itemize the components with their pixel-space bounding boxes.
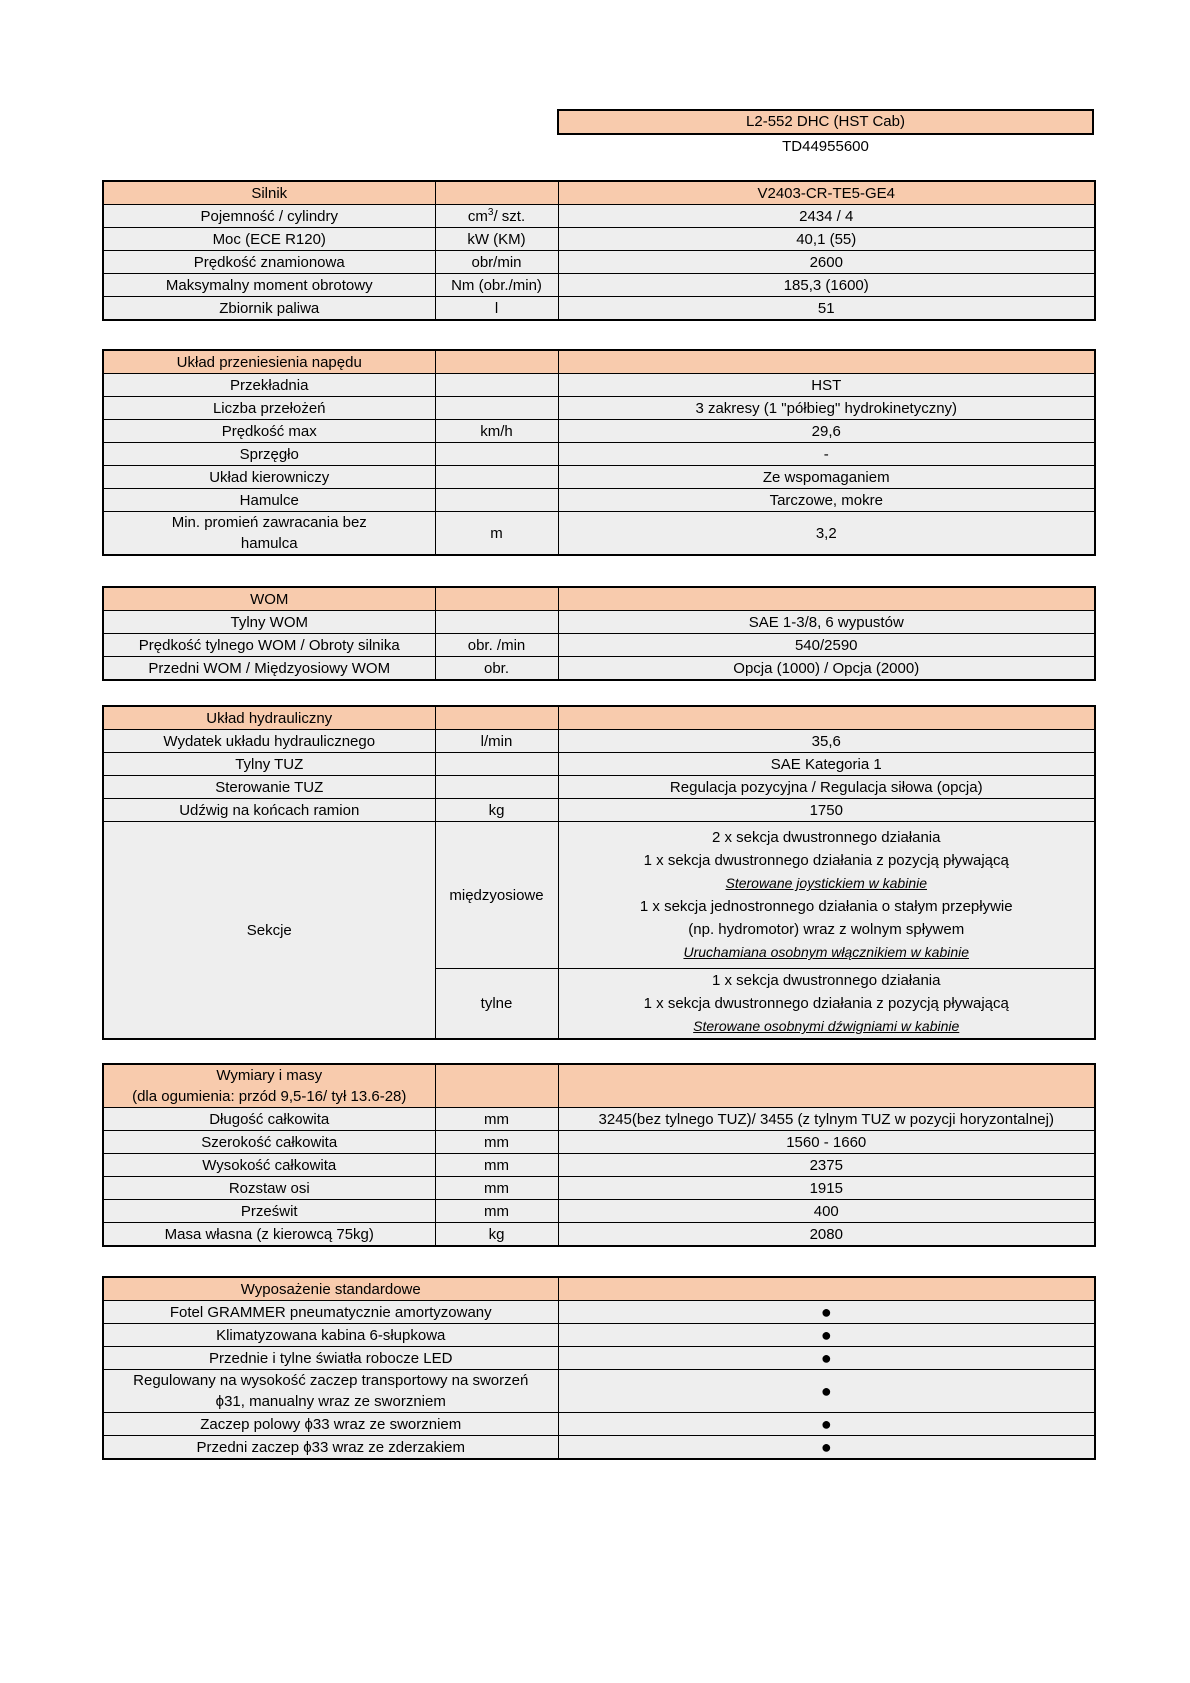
row-unit: obr/min [435, 251, 558, 274]
row-value: Ze wspomaganiem [558, 466, 1095, 489]
table-row [103, 822, 1095, 969]
table-row [103, 611, 1095, 634]
table-header-row [103, 587, 1095, 611]
row-value: HST [558, 374, 1095, 397]
row-label: Rozstaw osi [103, 1177, 435, 1200]
row-label: Hamulce [103, 489, 435, 512]
table-row [103, 274, 1095, 297]
row-unit [435, 374, 558, 397]
row-unit: mm [435, 1200, 558, 1223]
row-label: Udźwig na końcach ramion [103, 799, 435, 822]
bullet-icon: ● [558, 1413, 1095, 1436]
row-unit [435, 489, 558, 512]
equipment-table [102, 1276, 1096, 1460]
row-unit: Nm (obr./min) [435, 274, 558, 297]
row-unit: l [435, 297, 558, 321]
engine-table [102, 180, 1096, 321]
bullet-icon: ● [558, 1301, 1095, 1324]
table-row [103, 228, 1095, 251]
sections-mid-value: 2 x sekcja dwustronnego działania 1 x sekcja dwustronnego działania z pozycją pływającą Sterowane joystickiem w kabinie 1 x sekcja jednostronnego działania o stałym przepływie (np. hydromotor) wraz z wolnym spływem Uruchamiana osobnym włącznikiem w kabinie [558, 822, 1095, 969]
pto-table [102, 586, 1096, 681]
table-row [103, 489, 1095, 512]
row-value: 1560 - 1660 [558, 1131, 1095, 1154]
table-header-row [103, 706, 1095, 730]
section-title: Wyposażenie standardowe [103, 1277, 558, 1301]
row-label: Min. promień zawracania bez hamulca [103, 512, 435, 556]
row-label: Prędkość znamionowa [103, 251, 435, 274]
table-header-row [103, 1064, 1095, 1108]
table-row [103, 1154, 1095, 1177]
table-row [103, 1347, 1095, 1370]
table-row [103, 512, 1095, 556]
table-row [103, 1223, 1095, 1247]
table-row [103, 1108, 1095, 1131]
row-unit: mm [435, 1154, 558, 1177]
row-label: Sprzęgło [103, 443, 435, 466]
row-value: Regulacja pozycyjna / Regulacja siłowa (opcja) [558, 776, 1095, 799]
sections-label: Sekcje [103, 822, 435, 1040]
sections-rear-value: 1 x sekcja dwustronnego działania 1 x sekcja dwustronnego działania z pozycją pływającą Sterowane osobnymi dźwigniami w kabinie [558, 969, 1095, 1040]
table-row [103, 205, 1095, 228]
row-value: 185,3 (1600) [558, 274, 1095, 297]
section-title: Układ hydrauliczny [103, 706, 435, 730]
table-row [103, 1436, 1095, 1460]
table-header-row [103, 350, 1095, 374]
row-label: Pojemność / cylindry [103, 205, 435, 228]
row-label: Zaczep polowy ϕ33 wraz ze sworzniem [103, 1413, 558, 1436]
row-label: Liczba przełożeń [103, 397, 435, 420]
row-unit: mm [435, 1177, 558, 1200]
row-value: Tarczowe, mokre [558, 489, 1095, 512]
row-value: 3 zakresy (1 "półbieg" hydrokinetyczny) [558, 397, 1095, 420]
row-value: 1915 [558, 1177, 1095, 1200]
hydraulics-table [102, 705, 1096, 1040]
bullet-icon: ● [558, 1347, 1095, 1370]
table-row [103, 397, 1095, 420]
table-row [103, 1413, 1095, 1436]
row-unit [435, 397, 558, 420]
row-label: Sterowanie TUZ [103, 776, 435, 799]
row-label: Przekładnia [103, 374, 435, 397]
row-unit: $cm^3/$ szt. [435, 205, 558, 228]
row-label: Przedni WOM / Międzyosiowy WOM [103, 657, 435, 681]
table-row [103, 466, 1095, 489]
table-row [103, 1301, 1095, 1324]
bullet-icon: ● [558, 1436, 1095, 1460]
row-value: 29,6 [558, 420, 1095, 443]
engine-model: V2403-CR-TE5-GE4 [558, 181, 1095, 205]
row-value: SAE Kategoria 1 [558, 753, 1095, 776]
row-unit [435, 611, 558, 634]
row-label: Prędkość max [103, 420, 435, 443]
sections-rear-label: tylne [435, 969, 558, 1040]
table-header-row [103, 1277, 1095, 1301]
table-row [103, 634, 1095, 657]
table-row [103, 776, 1095, 799]
model-name: L2-552 DHC (HST Cab) [557, 109, 1094, 135]
row-unit: mm [435, 1131, 558, 1154]
row-value: 2080 [558, 1223, 1095, 1247]
row-value: - [558, 443, 1095, 466]
section-title: WOM [103, 587, 435, 611]
table-row [103, 297, 1095, 321]
row-unit: mm [435, 1108, 558, 1131]
row-unit: l/min [435, 730, 558, 753]
row-value: 2375 [558, 1154, 1095, 1177]
row-label: Wysokość całkowita [103, 1154, 435, 1177]
table-row [103, 1177, 1095, 1200]
model-code: TD44955600 [782, 138, 869, 155]
row-value: 540/2590 [558, 634, 1095, 657]
row-label: Tylny WOM [103, 611, 435, 634]
bullet-icon: ● [558, 1370, 1095, 1413]
row-label: Przedni zaczep ϕ33 wraz ze zderzakiem [103, 1436, 558, 1460]
section-title: Wymiary i masy (dla ogumienia: przód 9,5-16/ tył 13.6-28) [103, 1064, 435, 1108]
row-label: Wydatek układu hydraulicznego [103, 730, 435, 753]
table-row [103, 443, 1095, 466]
row-label: Prędkość tylnego WOM / Obroty silnika [103, 634, 435, 657]
row-value: 2434 / 4 [558, 205, 1095, 228]
section-title: Silnik [103, 181, 435, 205]
row-value: 3,2 [558, 512, 1095, 556]
row-value: SAE 1-3/8, 6 wypustów [558, 611, 1095, 634]
row-unit [435, 776, 558, 799]
row-label: Klimatyzowana kabina 6-słupkowa [103, 1324, 558, 1347]
row-unit [435, 466, 558, 489]
row-label: Tylny TUZ [103, 753, 435, 776]
row-label: Maksymalny moment obrotowy [103, 274, 435, 297]
row-label: Układ kierowniczy [103, 466, 435, 489]
section-title: Układ przeniesienia napędu [103, 350, 435, 374]
row-unit [435, 753, 558, 776]
row-label: Masa własna (z kierowcą 75kg) [103, 1223, 435, 1247]
row-label: Prześwit [103, 1200, 435, 1223]
row-unit: obr. /min [435, 634, 558, 657]
row-label: Przednie i tylne światła robocze LED [103, 1347, 558, 1370]
row-value: 3245(bez tylnego TUZ)/ 3455 (z tylnym TUZ w pozycji horyzontalnej) [558, 1108, 1095, 1131]
row-value: Opcja (1000) / Opcja (2000) [558, 657, 1095, 681]
row-value: 51 [558, 297, 1095, 321]
row-unit [435, 443, 558, 466]
table-row [103, 374, 1095, 397]
table-row [103, 1131, 1095, 1154]
row-value: 400 [558, 1200, 1095, 1223]
table-row [103, 1324, 1095, 1347]
table-row [103, 251, 1095, 274]
row-unit: obr. [435, 657, 558, 681]
row-unit: kW (KM) [435, 228, 558, 251]
sections-mid-label: międzyosiowe [435, 822, 558, 969]
bullet-icon: ● [558, 1324, 1095, 1347]
row-label: Szerokość całkowita [103, 1131, 435, 1154]
row-value: 40,1 (55) [558, 228, 1095, 251]
table-row [103, 753, 1095, 776]
row-label: Zbiornik paliwa [103, 297, 435, 321]
row-value: 1750 [558, 799, 1095, 822]
row-unit: km/h [435, 420, 558, 443]
table-row [103, 1370, 1095, 1413]
table-row [103, 1200, 1095, 1223]
drivetrain-table [102, 349, 1096, 556]
dimensions-table [102, 1063, 1096, 1247]
row-unit: kg [435, 1223, 558, 1247]
row-unit: kg [435, 799, 558, 822]
row-label: Długość całkowita [103, 1108, 435, 1131]
row-label: Moc (ECE R120) [103, 228, 435, 251]
model-header [557, 109, 1094, 159]
table-row [103, 657, 1095, 681]
table-header-row [103, 181, 1095, 205]
table-row [103, 420, 1095, 443]
row-label: Fotel GRAMMER pneumatycznie amortyzowany [103, 1301, 558, 1324]
table-row [103, 799, 1095, 822]
row-value: 2600 [558, 251, 1095, 274]
row-label: Regulowany na wysokość zaczep transportowy na sworzeń ϕ31, manualny wraz ze sworzniem [103, 1370, 558, 1413]
table-row [103, 730, 1095, 753]
row-value: 35,6 [558, 730, 1095, 753]
row-unit: m [435, 512, 558, 556]
